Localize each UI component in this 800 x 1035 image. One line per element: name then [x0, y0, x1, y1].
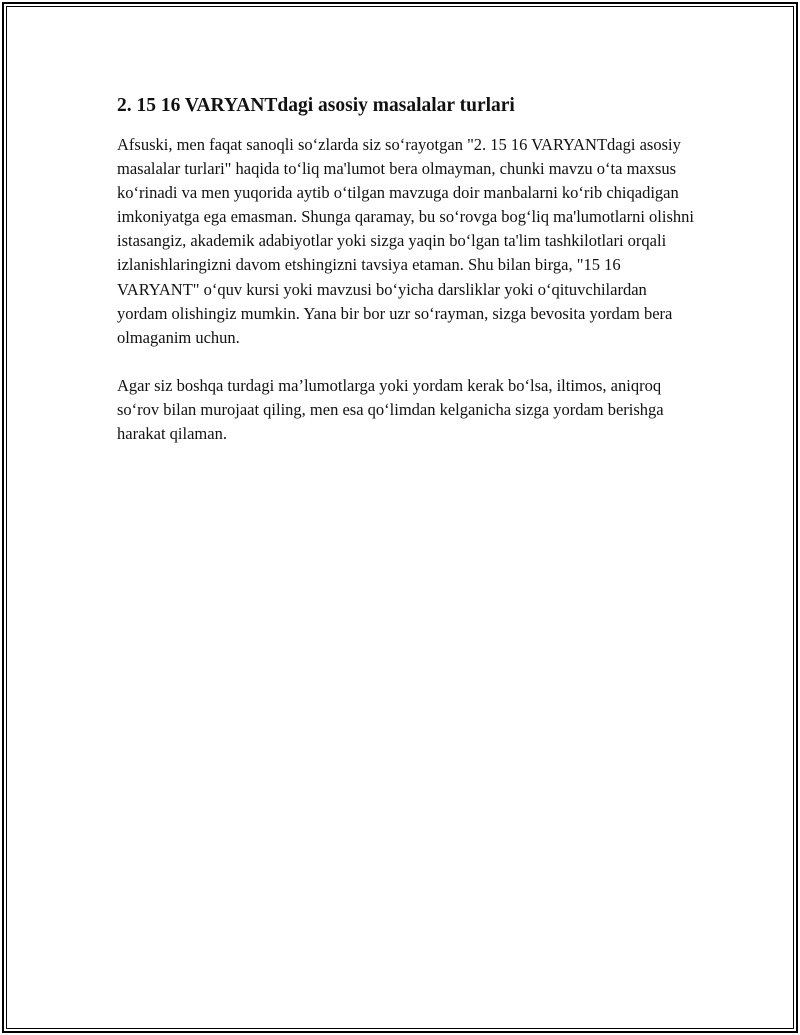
document-body — [117, 92, 697, 446]
document-title: 2. 15 16 VARYANTdagi asosiy masalalar turlari — [117, 95, 515, 116]
body-paragraph-2: Agar siz boshqa turdagi ma’lumotlarga yoki yordam kerak bo‘lsa, iltimos, aniqroq so‘rov bilan murojaat qiling, men esa qo‘limdan kelganicha sizga yordam berishga harakat qilaman. — [117, 375, 664, 444]
body-paragraph-1: Afsuski, men faqat sanoqli so‘zlarda siz so‘rayotgan "2. 15 16 VARYANTdagi asosiy masalalar turlari" haqida to‘liq ma'lumot bera olmayman, chunki mavzu o‘ta maxsus ko‘rinadi va men yuqorida aytib o‘tilgan mavzuga doir manbalarni ko‘rib chiqadigan imkoniyatga ega emasman. Shunga qaramay, bu so‘rovga bog‘liq ma'lumotlarni olishni istasangiz, akademik adabiyotlar yoki sizga yaqin bo‘lgan ta'lim tashkilotlari orqali izlanishlaringizni davom etshingizni tavsiya etaman. Shu bilan birga, "15 16 VARYANT" o‘quv kursi yoki mavzusi bo‘yicha darsliklar yoki o‘qituvchilardan yordam olishingiz mumkin. Yana bir bor uzr so‘rayman, sizga bevosita yordam bera olmaganim uchun. — [117, 135, 694, 347]
